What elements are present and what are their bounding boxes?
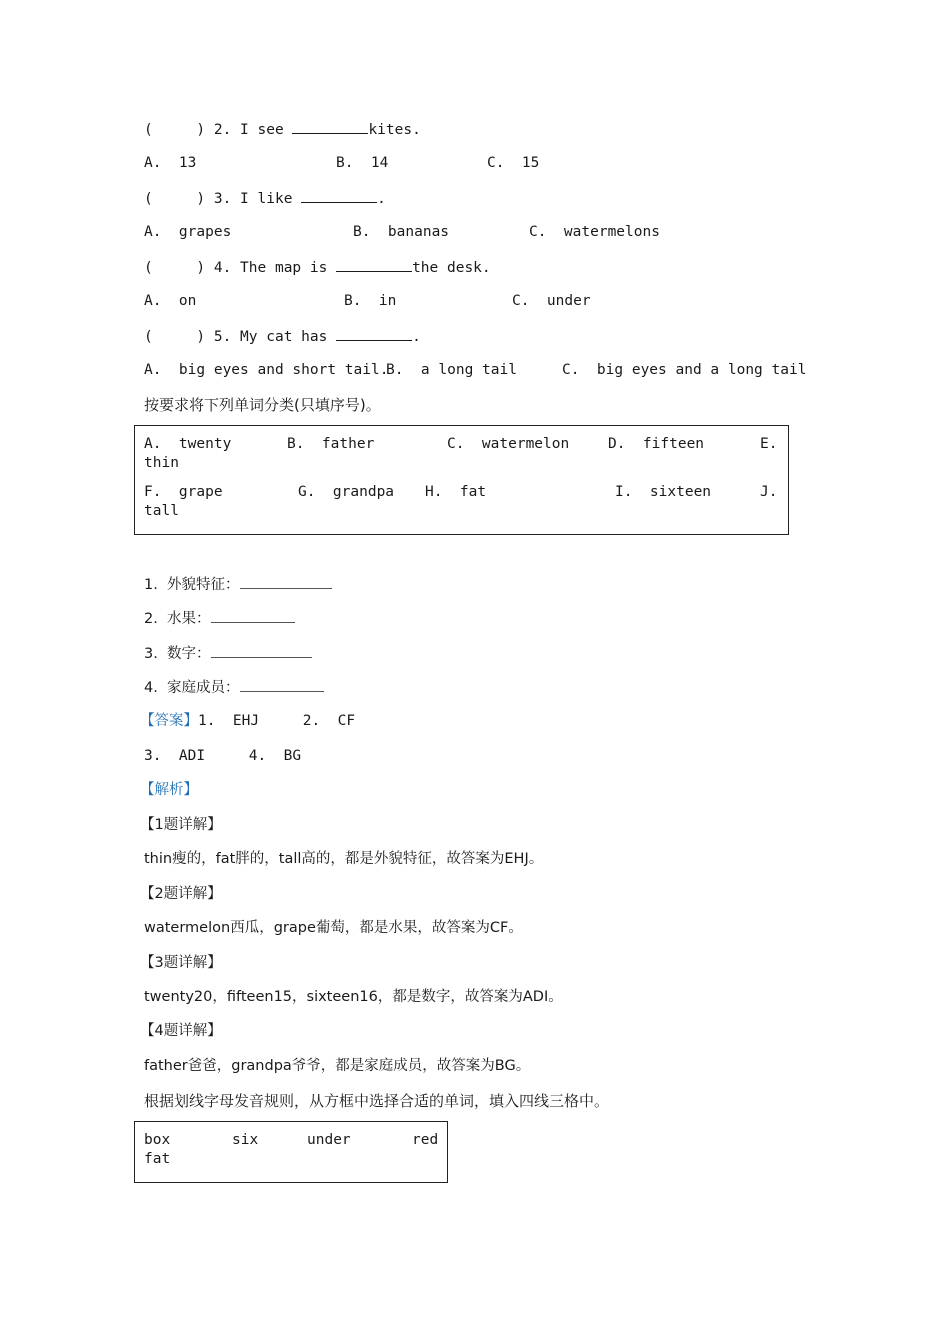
option-a[interactable]: A. 13	[144, 155, 197, 171]
blank-line-3	[144, 643, 312, 664]
answer-paren[interactable]: ( )	[144, 260, 206, 276]
word-item-wrap: tall	[144, 503, 179, 519]
question-number: 5.	[213, 329, 232, 345]
analysis-head-1: 【1题详解】	[140, 817, 222, 833]
blank-label: 2. 水果：	[144, 611, 211, 627]
question-2	[144, 119, 421, 140]
option-c[interactable]: C. big eyes and a long tail	[562, 362, 807, 378]
analysis-head-2: 【2题详解】	[140, 886, 222, 902]
word-item: H. fat	[425, 484, 487, 500]
option-b[interactable]: B. a long tail	[386, 362, 517, 378]
question-number: 3.	[213, 191, 232, 207]
blank-label: 1. 外貌特征：	[144, 577, 240, 593]
option-b[interactable]: B. 14	[336, 155, 389, 171]
fill-blank[interactable]	[301, 188, 377, 203]
word-item: under	[307, 1132, 351, 1148]
question-text-end: .	[412, 329, 421, 345]
option-a[interactable]: A. big eyes and short tail.	[144, 362, 389, 378]
question-text: The map is	[240, 260, 337, 276]
question-text: I like	[240, 191, 302, 207]
answer-paren[interactable]: ( )	[144, 329, 206, 345]
option-b[interactable]: B. bananas	[353, 224, 450, 240]
fill-blank[interactable]	[336, 257, 412, 272]
word-box-2	[134, 1121, 448, 1183]
word-item-wrap: thin	[144, 455, 179, 471]
option-c[interactable]: C. watermelons	[529, 224, 660, 240]
analysis-text-4: father爸爸，grandpa爷爷，都是家庭成员，故答案为BG。	[144, 1058, 531, 1074]
option-a[interactable]: A. grapes	[144, 224, 232, 240]
question-5	[144, 326, 421, 347]
analysis-text-2: watermelon西瓜，grape葡萄，都是水果，故答案为CF。	[144, 920, 523, 936]
option-c[interactable]: C. 15	[487, 155, 540, 171]
question-3	[144, 188, 386, 209]
answer-blank[interactable]	[240, 574, 332, 589]
question-text: I see	[240, 122, 293, 138]
question-number: 2.	[213, 122, 232, 138]
answer-line-1	[140, 711, 355, 731]
word-item: G. grandpa	[298, 484, 395, 500]
option-a[interactable]: A. on	[144, 293, 197, 309]
word-item: J.	[760, 484, 778, 500]
classify-instruction: 按要求将下列单词分类(只填序号)。	[144, 396, 381, 414]
word-item: box	[144, 1132, 171, 1148]
answer-blank[interactable]	[240, 677, 324, 692]
blank-line-1	[144, 574, 332, 595]
word-item: E.	[760, 436, 778, 452]
word-item: D. fifteen	[608, 436, 705, 452]
word-item: I. sixteen	[615, 484, 712, 500]
word-item: red	[412, 1132, 439, 1148]
blank-line-2	[144, 608, 295, 629]
question-number: 4.	[213, 260, 232, 276]
blank-label: 4. 家庭成员：	[144, 680, 240, 696]
analysis-text-1: thin瘦的，fat胖的，tall高的，都是外貌特征，故答案为EHJ。	[144, 851, 544, 867]
question-text-end: .	[377, 191, 386, 207]
answer-tag: 【答案】	[140, 713, 198, 729]
analysis-tag: 【解析】	[140, 782, 198, 798]
answer-line-2: 3. ADI 4. BG	[144, 748, 302, 764]
answer-blank[interactable]	[211, 643, 312, 658]
question-text-end: kites.	[368, 122, 421, 138]
blank-label: 3. 数字：	[144, 646, 211, 662]
word-item: C. watermelon	[447, 436, 570, 452]
blank-line-4	[144, 677, 324, 698]
option-c[interactable]: C. under	[512, 293, 591, 309]
option-b[interactable]: B. in	[344, 293, 397, 309]
analysis-head-3: 【3题详解】	[140, 955, 222, 971]
fill-blank[interactable]	[292, 119, 368, 134]
word-item: six	[232, 1132, 259, 1148]
question-4	[144, 257, 491, 278]
answer-blank[interactable]	[211, 608, 295, 623]
answer-paren[interactable]: ( )	[144, 122, 206, 138]
word-item-wrap: fat	[144, 1151, 171, 1167]
fill-blank[interactable]	[336, 326, 412, 341]
analysis-text-3: twenty20，fifteen15，sixteen16，都是数字，故答案为ADI。	[144, 989, 563, 1005]
phonics-instruction: 根据划线字母发音规则，从方框中选择合适的单词，填入四线三格中。	[144, 1092, 610, 1110]
question-text: My cat has	[240, 329, 337, 345]
answer-text: 1. EHJ 2. CF	[198, 713, 356, 729]
word-item: F. grape	[144, 484, 223, 500]
analysis-head-4: 【4题详解】	[140, 1023, 222, 1039]
word-item: A. twenty	[144, 436, 232, 452]
answer-paren[interactable]: ( )	[144, 191, 206, 207]
word-item: B. father	[287, 436, 375, 452]
question-text-end: the desk.	[412, 260, 491, 276]
